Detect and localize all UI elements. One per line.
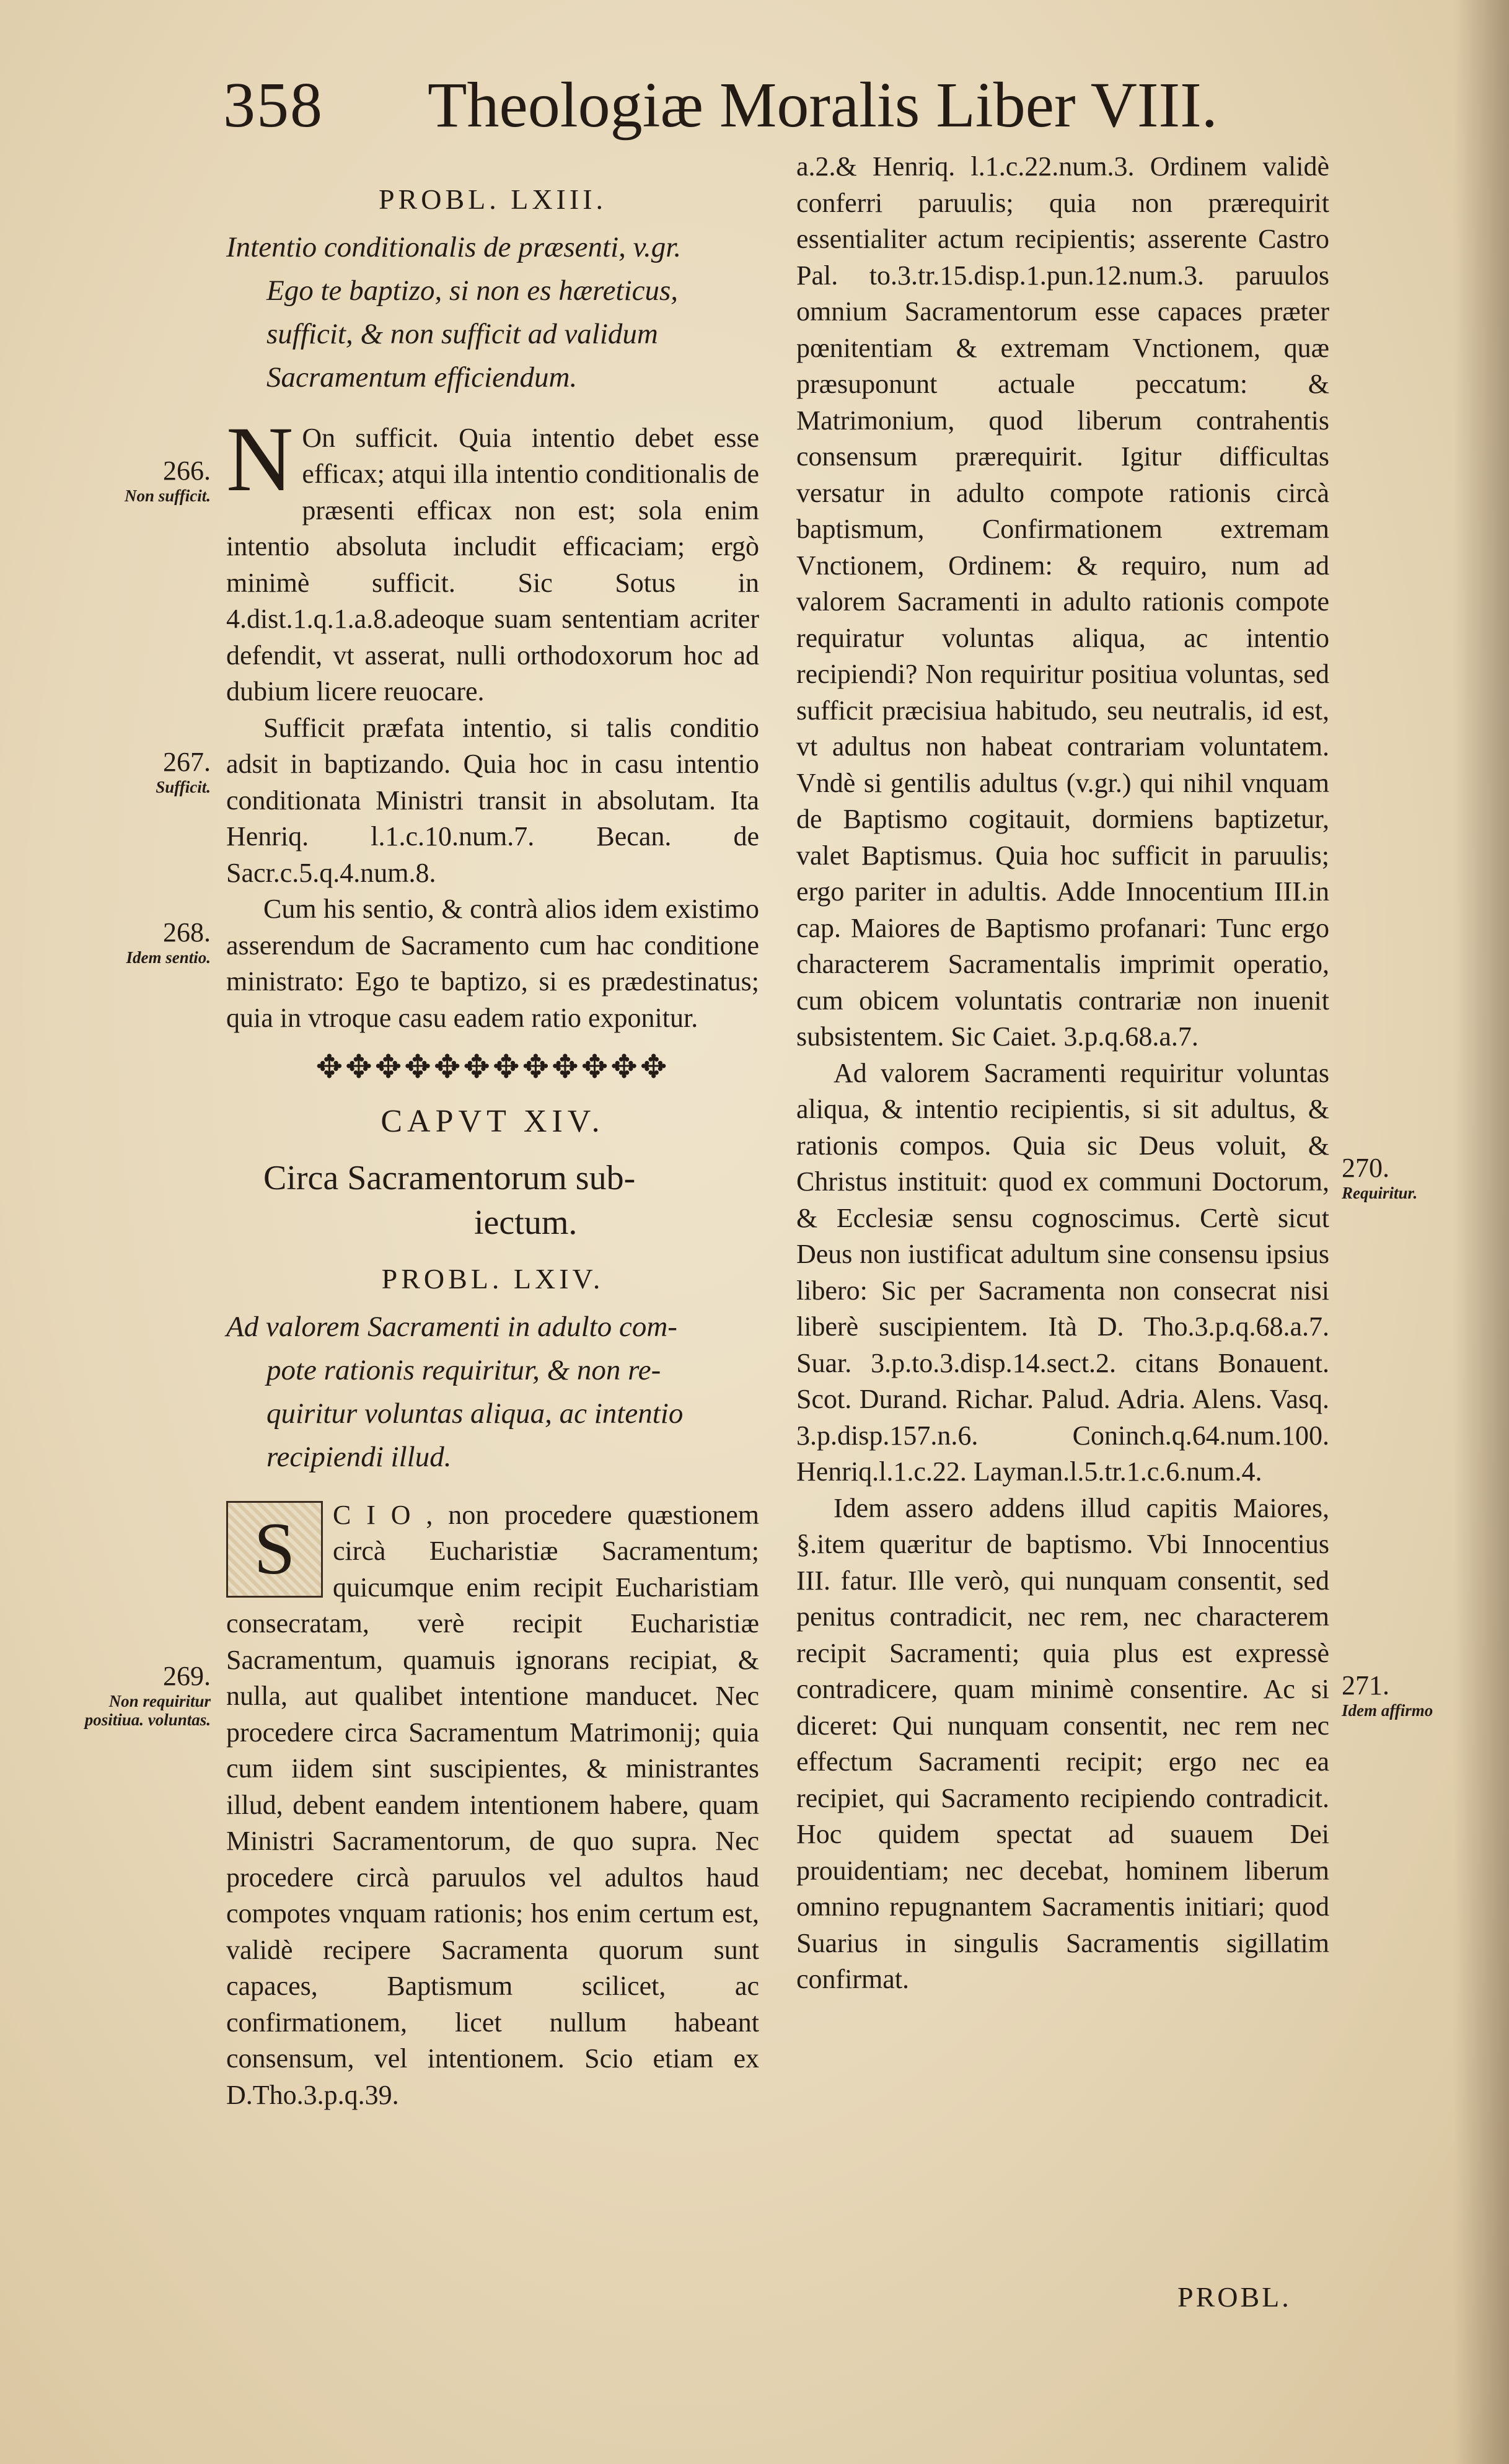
margin-label: Non sufficit. bbox=[124, 486, 211, 505]
margin-note-267 bbox=[81, 747, 211, 796]
page-number: 358 bbox=[223, 69, 323, 141]
paragraph-continued: a.2.& Henriq. l.1.c.22.num.3. Ordinem validè conferri paruulis; quia non prærequirit essentialiter actum recipientis; asserente Castro Pal. to.3.tr.15.disp.1.pun.12.num.3. paruulos omnium Sacramentorum esse capaces præter pœnitentiam & extremam Vnctionem, quæ præsuponunt actuale peccatum: & Matrimonium, quod liberum contrahentis consensum prærequirit. Igitur difficultas versatur in adulto compote rationis circà baptismum, Confirmationem extremam Vnctionem, Ordinem: & requiro, num ad valorem Sacramenti in adulto rationis compote requiratur voluntas aliqua, ac intentio recipiendi? Non requiritur positiua voluntas, sed sufficit præcisiua habitudo, seu neutralis, id est, vt adultus non habeat contrariam voluntatem. Vndè si gentilis adultus (v.gr.) qui nihil vnquam de Baptismo cogitauit, dormiens baptizetur, valet Baptismus. Quia hoc sufficit in paruulis; ergo pariter in adultis. Adde Innocentium III.in cap. Maiores de Baptismo profanari: Tunc ergo characterem Sacramentalis imprimit operatio, cum obicem voluntatis contrariæ non inuenit subsistentem. Sic Caiet. 3.p.q.68.a.7. bbox=[796, 151, 1329, 1052]
paragraph-266 bbox=[226, 407, 759, 710]
margin-number: 269. bbox=[163, 1661, 211, 1691]
ornament-band: ✥✥✥✥✥✥✥✥✥✥✥✥ bbox=[315, 1050, 670, 1085]
paragraph-271: Idem assero addens illud capitis Maiores, §.item quæritur de baptismo. Vbi Innocentius III. fatur. Ille verò, qui nunquam consentit, sed penitus contradicit, nec rem, nec characterem recipit Sacramenti; quia plus est expressè contradicere, quam minimè consentire. Ac si diceret: Qui nunquam consentit, nec rem nec effectum Sacramenti recipit; ergo nec ea recipiet, qui Sacramento recipiendo contradicit. Hoc quidem spectat ad suauem Dei prouidentiam; nec decebat, hominem liberum omnino repugnantem Sacramentis initiari; quod Suarius in singulis Sacramentis sigillatim confirmat. bbox=[796, 1492, 1329, 1994]
paragraph-269-text: C I O , non procedere quæstionem circà Eucharistiæ Sacramentum; quicumque enim recipit Eucharistiam consecratam, verè recipit Eucharistiæ Sacramentum, quamuis ignorans recipiat, & nulla, aut qualibet intentione manducet. Nec procedere circa Sacramentum Matrimonij; quia cum iidem sint suscipientes, & ministrantes illud, debent eandem intentionem habere, quam Ministri Sacramentorum, de quo supra. Nec procedere circà paruulos vel adultos haud compotes vnquam rationis; hos enim certum est, validè recipere Sacramenta quorum sunt capaces, Baptismum scilicet, ac confirmationem, licet nullum habeant consensum, vel intentionem. Scio etiam ex D.Tho.3.p.q.39. bbox=[226, 1499, 759, 2110]
thesis-line: Sacramentum efficiendum. bbox=[266, 361, 578, 394]
paragraph-268: Cum his sentio, & contrà alios idem existimo asserendum de Sacramento cum hac conditione ministrato: Ego te baptizo, si es prædestinatus; quia in vtroque casu eadem ratio exponitur. bbox=[226, 894, 759, 1033]
paragraph-266-text: On sufficit. Quia intentio debet esse efficax; atqui illa intentio conditionalis de præsenti efficax non est; sola enim intentio absoluta includit efficaciam; ergò minimè sufficit. Sic Sotus in 4.dist.1.q.1.a.8.adeoque suam sententiam acriter defendit, vt asserat, nulli orthodoxorum hoc ad dubium licere reuocare. bbox=[226, 422, 759, 706]
probl-64-thesis bbox=[226, 1305, 759, 1479]
catchword: PROBL. bbox=[1177, 2281, 1291, 2313]
margin-number: 270. bbox=[1342, 1153, 1389, 1183]
margin-number: 268. bbox=[163, 917, 211, 948]
margin-number: 271. bbox=[1342, 1670, 1389, 1701]
margin-label: Sufficit. bbox=[156, 778, 211, 796]
paragraph-267: Sufficit præfata intentio, si talis conditio adsit in baptizando. Quia hoc in casu intentio conditionata Ministri transit in absolutam. Ita Henriq. l.1.c.10.num.7. Becan. de Sacr.c.5.q.4.num.8. bbox=[226, 712, 759, 888]
margin-label: Requiritur. bbox=[1342, 1184, 1418, 1202]
probl-63-heading: PROBL. LXIII. bbox=[378, 183, 607, 215]
thesis-line: quiritur voluntas aliqua, ac intentio bbox=[266, 1397, 684, 1430]
page-header bbox=[223, 68, 1339, 143]
margin-label: Idem affirmo bbox=[1342, 1701, 1433, 1720]
gutter-shadow bbox=[1453, 0, 1509, 2464]
caput-title-line: Circa Sacramentorum sub- bbox=[263, 1159, 636, 1197]
running-title: Theologiæ Moralis Liber VIII. bbox=[428, 69, 1218, 141]
margin-number: 266. bbox=[163, 455, 211, 486]
drop-cap: N bbox=[226, 407, 294, 511]
paragraph-269 bbox=[226, 1497, 759, 2114]
thesis-line: Ad valorem Sacramenti in adulto com- bbox=[226, 1310, 677, 1343]
margin-note-269 bbox=[81, 1661, 211, 1729]
margin-label: Non requiritur positiua. voluntas. bbox=[84, 1692, 211, 1729]
thesis-line: Intentio conditionalis de præsenti, v.gr. bbox=[226, 231, 682, 263]
probl-64-heading: PROBL. LXIV. bbox=[381, 1263, 604, 1295]
margin-note-270 bbox=[1342, 1153, 1466, 1202]
thesis-line: pote rationis requiritur, & non re- bbox=[266, 1353, 661, 1386]
margin-number: 267. bbox=[163, 747, 211, 777]
ornamented-initial: S bbox=[226, 1501, 323, 1598]
margin-note-268 bbox=[81, 917, 211, 967]
thesis-line: sufficit, & non sufficit ad validum bbox=[266, 317, 658, 350]
right-column bbox=[796, 149, 1329, 1998]
caput-title bbox=[263, 1156, 759, 1245]
caput-title-line: iectum. bbox=[474, 1203, 578, 1242]
paragraph-270: Ad valorem Sacramenti requiritur voluntas aliqua, & intentio recipientis, si sit adultus, & rationis compos. Quia sic Deus voluit, & Christus instituit: quod ex communi Doctorum, & Ecclesiæ sensu cognoscimus. Certè sicut Deus non iustificat adultum sine consensu ipsius libero: Sic per Sacramenta non consecrat nisi liberè suscipientem. Ità D. Tho.3.p.q.68.a.7. Suar. 3.p.to.3.disp.14.sect.2. citans Bonauent. Scot. Durand. Richar. Palud. Adria. Alens. Vasq. 3.p.disp.157.n.6. Coninch.q.64.num.100. Henriq.l.1.c.22. Layman.l.5.tr.1.c.6.num.4. bbox=[796, 1057, 1329, 1487]
thesis-line: Ego te baptizo, si non es hæreticus, bbox=[266, 274, 679, 307]
margin-label: Idem sentio. bbox=[126, 948, 211, 967]
margin-note-271 bbox=[1342, 1670, 1466, 1720]
left-column bbox=[226, 177, 759, 2113]
thesis-line: recipiendi illud. bbox=[266, 1440, 452, 1473]
caput-heading: CAPVT XIV. bbox=[381, 1103, 605, 1139]
margin-note-266 bbox=[81, 455, 211, 505]
probl-63-thesis bbox=[226, 226, 759, 399]
